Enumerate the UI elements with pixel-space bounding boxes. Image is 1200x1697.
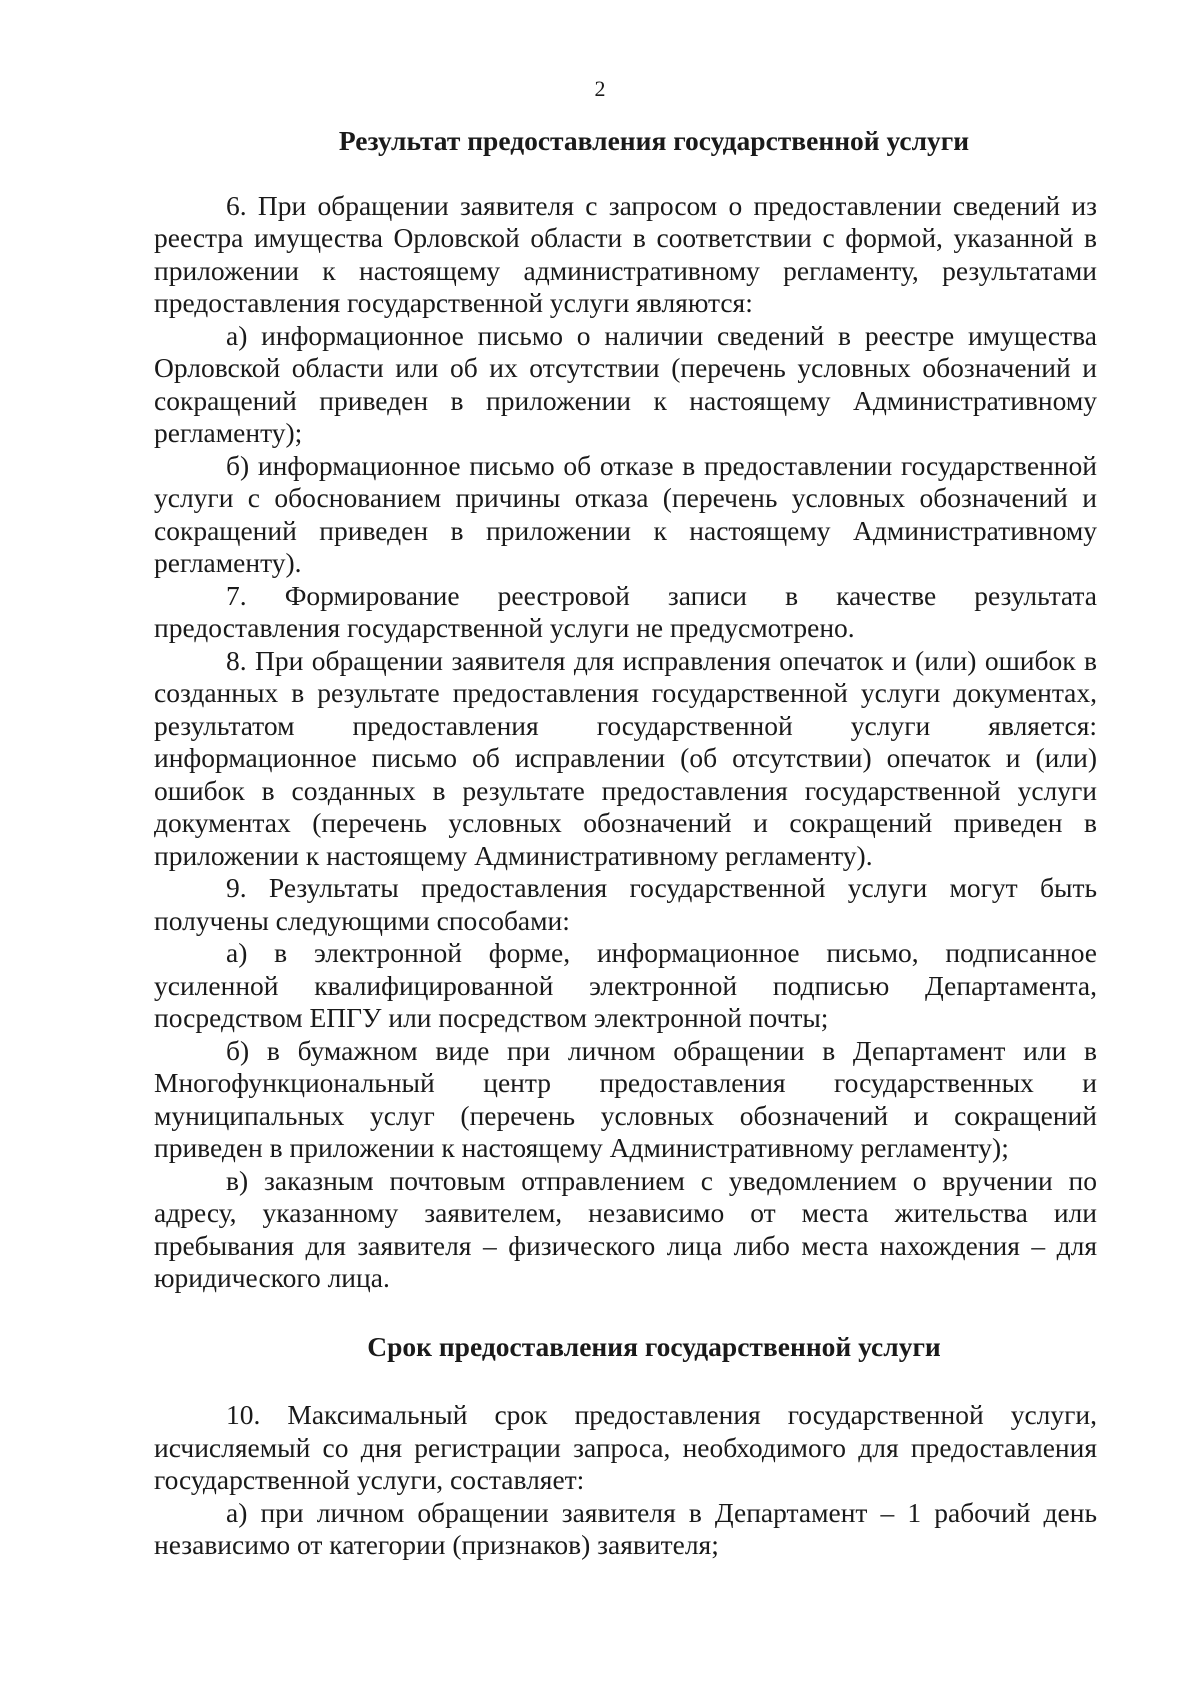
paragraph-7: 7. Формирование реестровой записи в качестве результата предоставления государственной услуги не предусмотрено.: [154, 579, 1097, 643]
paragraph-8: 8. При обращении заявителя для исправления опечаток и (или) ошибок в созданных в результате предоставления государственной услуги документах, результатом предоставления государственной услуги является: информационное письмо об исправлении (об отсутствии) опечаток и (или) ошибок в созданных в результате предоставления государственной услуги документах (перечень условных обозначений и сокращений приведен в приложении к настоящему Административному регламенту).: [154, 644, 1097, 871]
paragraph-6b: б) информационное письмо об отказе в предоставлении государственной услуги с обоснованием причины отказа (перечень условных обозначений и сокращений приведен в приложении к настоящему Административному регламенту).: [154, 449, 1097, 578]
paragraph-9b: б) в бумажном виде при личном обращении в Департамент или в Многофункциональный центр предоставления государственных и муниципальных услуг (перечень условных обозначений и сокращений приведен в приложении к настоящему Административному регламенту);: [154, 1034, 1097, 1163]
paragraph-10: 10. Максимальный срок предоставления государственной услуги, исчисляемый со дня регистрации запроса, необходимого для предоставления государственной услуги, составляет:: [154, 1399, 1097, 1495]
section-heading-result: Результат предоставления государственной услуги: [338, 125, 970, 156]
paragraph-9a: а) в электронной форме, информационное письмо, подписанное усиленной квалифицированной электронной подписью Департамента, посредством ЕПГУ или посредством электронной почты;: [154, 937, 1097, 1033]
document-body: [154, 120, 1097, 1562]
page-number: 2: [594, 76, 606, 101]
section-heading-term: Срок предоставления государственной услуги: [367, 1330, 941, 1362]
paragraph-9: 9. Результаты предоставления государственной услуги могут быть получены следующими способами:: [154, 872, 1097, 936]
paragraph-9v: в) заказным почтовым отправлением с уведомлением о вручении по адресу, указанному заявителем, независимо от места жительства или пребывания для заявителя – физического лица либо места нахождения – для юридического лица.: [154, 1164, 1097, 1293]
paragraph-6: 6. При обращении заявителя с запросом о предоставлении сведений из реестра имущества Орловской области в соответствии с формой, указанной в приложении к настоящему административному регламенту, результатами предоставления государственной услуги являются:: [154, 189, 1097, 318]
paragraph-6a: а) информационное письмо о наличии сведений в реестре имущества Орловской области или об их отсутствии (перечень условных обозначений и сокращений приведен в приложении к настоящему Административному регламенту);: [154, 319, 1097, 448]
paragraph-10a: а) при личном обращении заявителя в Департамент – 1 рабочий день независимо от категории (признаков) заявителя;: [154, 1496, 1097, 1560]
